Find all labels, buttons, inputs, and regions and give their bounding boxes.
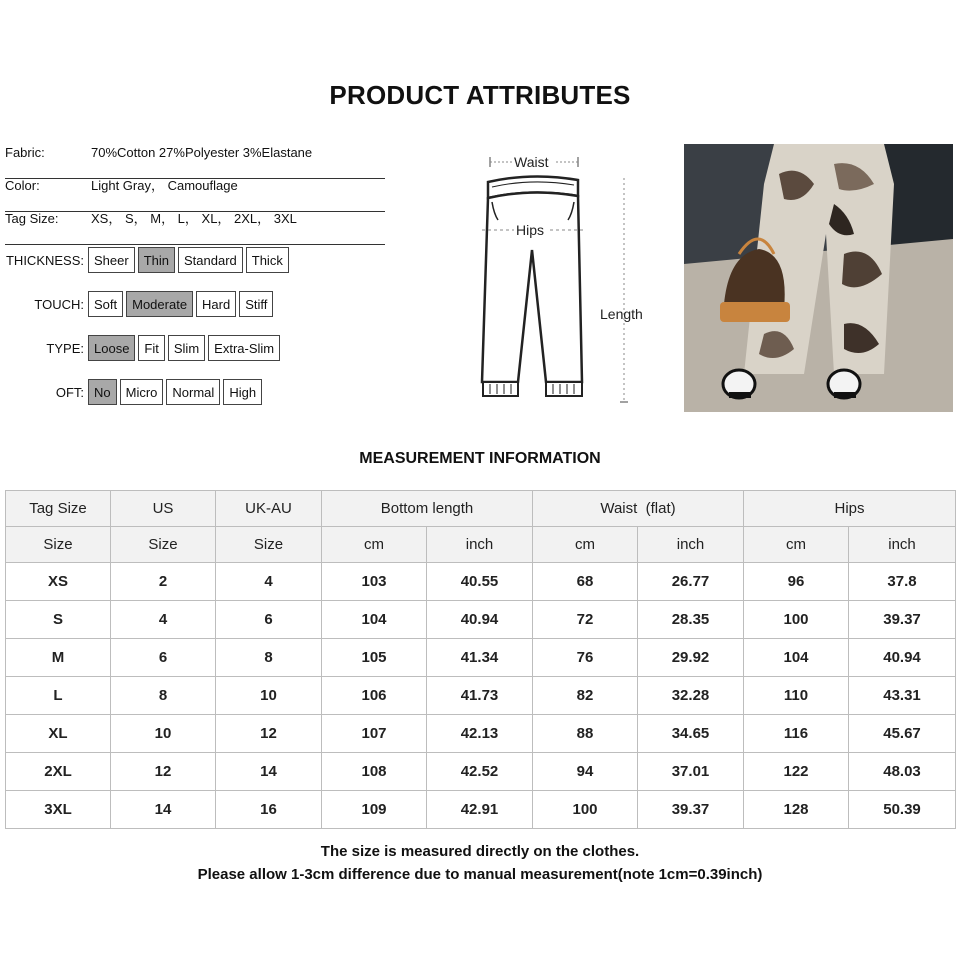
page-title: PRODUCT ATTRIBUTES (329, 80, 631, 110)
table-cell: 45.67 (849, 715, 956, 753)
table-cell: 107 (322, 715, 427, 753)
measurement-title: MEASUREMENT INFORMATION (359, 450, 601, 467)
table-cell: 108 (322, 753, 427, 791)
type-option-extra-slim[interactable]: Extra-Slim (208, 335, 280, 361)
note-difference: Please allow 1-3cm difference due to manual measurement(note 1cm=0.39inch) (197, 866, 763, 883)
subheader-cell: cm (744, 527, 849, 563)
thickness-option-thin[interactable]: Thin (138, 247, 175, 273)
note-measured: The size is measured directly on the clothes. (320, 843, 640, 860)
table-cell: 104 (322, 601, 427, 639)
table-cell: 109 (322, 791, 427, 829)
table-cell: 122 (744, 753, 849, 791)
oft-option-micro[interactable]: Micro (120, 379, 164, 405)
table-cell: 37.01 (638, 753, 744, 791)
type-option-loose[interactable]: Loose (88, 335, 135, 361)
table-cell: 96 (744, 563, 849, 601)
table-cell: 39.37 (849, 601, 956, 639)
table-cell: 8 (111, 677, 216, 715)
subheader-cell: Size (111, 527, 216, 563)
table-cell: 2XL (6, 753, 111, 791)
table-cell: 10 (111, 715, 216, 753)
oft-row (4, 377, 265, 407)
table-cell: 37.8 (849, 563, 956, 601)
table-cell: 16 (216, 791, 322, 829)
oft-option-no[interactable]: No (88, 379, 117, 405)
type-row (4, 333, 283, 363)
type-option-fit[interactable]: Fit (138, 335, 164, 361)
table-cell: XL (6, 715, 111, 753)
table-cell: 100 (744, 601, 849, 639)
attr-color-value: Light Gray， Camouflage (91, 178, 238, 193)
header-cell: Tag Size (6, 491, 111, 527)
subheader-cell: cm (322, 527, 427, 563)
header-cell: US (111, 491, 216, 527)
attr-fabric-value: 70%Cotton 27%Polyester 3%Elastane (91, 145, 313, 160)
table-cell: XS (6, 563, 111, 601)
table-cell: 103 (322, 563, 427, 601)
table-cell: 42.52 (427, 753, 533, 791)
table-cell: 3XL (6, 791, 111, 829)
table-cell: 110 (744, 677, 849, 715)
table-row (6, 677, 956, 715)
table-cell: 72 (533, 601, 638, 639)
touch-option-moderate[interactable]: Moderate (126, 291, 193, 317)
pants-outline-icon (470, 150, 660, 410)
table-cell: 50.39 (849, 791, 956, 829)
length-label: Length (600, 306, 643, 322)
thickness-row (4, 245, 292, 275)
table-cell: 40.55 (427, 563, 533, 601)
table-row (6, 753, 956, 791)
header-cell: Bottom length (322, 491, 533, 527)
table-row (6, 639, 956, 677)
table-cell: 48.03 (849, 753, 956, 791)
subheader-cell: Size (216, 527, 322, 563)
touch-row (4, 289, 276, 319)
attr-fabric-label: Fabric: (5, 145, 45, 160)
touch-option-hard[interactable]: Hard (196, 291, 236, 317)
subheader-cell: cm (533, 527, 638, 563)
table-cell: 2 (111, 563, 216, 601)
header-cell: Waist (flat) (533, 491, 744, 527)
table-header-row (6, 491, 956, 527)
attr-color-label: Color: (5, 178, 40, 193)
table-cell: S (6, 601, 111, 639)
table-subheader-row (6, 527, 956, 563)
table-cell: 32.28 (638, 677, 744, 715)
table-cell: 128 (744, 791, 849, 829)
header-cell: UK-AU (216, 491, 322, 527)
subheader-cell: Size (6, 527, 111, 563)
table-row (6, 715, 956, 753)
table-cell: 41.73 (427, 677, 533, 715)
table-row (6, 601, 956, 639)
table-cell: 8 (216, 639, 322, 677)
table-row (6, 791, 956, 829)
subheader-cell: inch (849, 527, 956, 563)
table-cell: 14 (216, 753, 322, 791)
attr-tag-size-value: XS， S， M， L， XL， 2XL， 3XL (91, 211, 297, 226)
table-cell: 34.65 (638, 715, 744, 753)
table-cell: 42.91 (427, 791, 533, 829)
table-cell: 116 (744, 715, 849, 753)
table-cell: 94 (533, 753, 638, 791)
table-cell: 4 (216, 563, 322, 601)
attr-color (5, 178, 385, 212)
oft-label: OFT: (55, 384, 84, 400)
table-cell: 106 (322, 677, 427, 715)
table-cell: M (6, 639, 111, 677)
touch-option-soft[interactable]: Soft (88, 291, 123, 317)
oft-option-normal[interactable]: Normal (166, 379, 220, 405)
table-cell: 4 (111, 601, 216, 639)
waist-label: Waist (514, 154, 549, 170)
table-cell: 82 (533, 677, 638, 715)
type-option-slim[interactable]: Slim (168, 335, 205, 361)
table-cell: 88 (533, 715, 638, 753)
table-cell: 39.37 (638, 791, 744, 829)
pants-size-diagram (470, 150, 660, 410)
header-cell: Hips (744, 491, 956, 527)
hips-label: Hips (516, 222, 545, 238)
table-cell: 6 (216, 601, 322, 639)
table-cell: 6 (111, 639, 216, 677)
attr-tag-size-label: Tag Size: (5, 211, 59, 226)
type-label: TYPE: (46, 340, 84, 356)
table-cell: 104 (744, 639, 849, 677)
table-cell: 28.35 (638, 601, 744, 639)
table-row (6, 563, 956, 601)
measurement-table (5, 490, 956, 829)
table-cell: 41.34 (427, 639, 533, 677)
table-cell: 29.92 (638, 639, 744, 677)
attr-tag-size (5, 211, 385, 245)
table-cell: 43.31 (849, 677, 956, 715)
oft-option-high[interactable]: High (223, 379, 262, 405)
thickness-option-sheer[interactable]: Sheer (88, 247, 135, 273)
table-cell: 10 (216, 677, 322, 715)
table-cell: L (6, 677, 111, 715)
touch-option-stiff[interactable]: Stiff (239, 291, 273, 317)
table-cell: 40.94 (849, 639, 956, 677)
table-cell: 42.13 (427, 715, 533, 753)
subheader-cell: inch (638, 527, 744, 563)
table-cell: 68 (533, 563, 638, 601)
table-cell: 100 (533, 791, 638, 829)
subheader-cell: inch (427, 527, 533, 563)
table-cell: 40.94 (427, 601, 533, 639)
table-cell: 12 (216, 715, 322, 753)
table-cell: 76 (533, 639, 638, 677)
touch-label: TOUCH: (34, 296, 84, 312)
thickness-label: THICKNESS: (5, 252, 84, 268)
table-cell: 14 (111, 791, 216, 829)
attr-fabric (5, 145, 385, 179)
thickness-option-standard[interactable]: Standard (178, 247, 243, 273)
thickness-option-thick[interactable]: Thick (246, 247, 289, 273)
table-cell: 12 (111, 753, 216, 791)
table-cell: 26.77 (638, 563, 744, 601)
table-cell: 105 (322, 639, 427, 677)
product-photo (684, 144, 953, 412)
